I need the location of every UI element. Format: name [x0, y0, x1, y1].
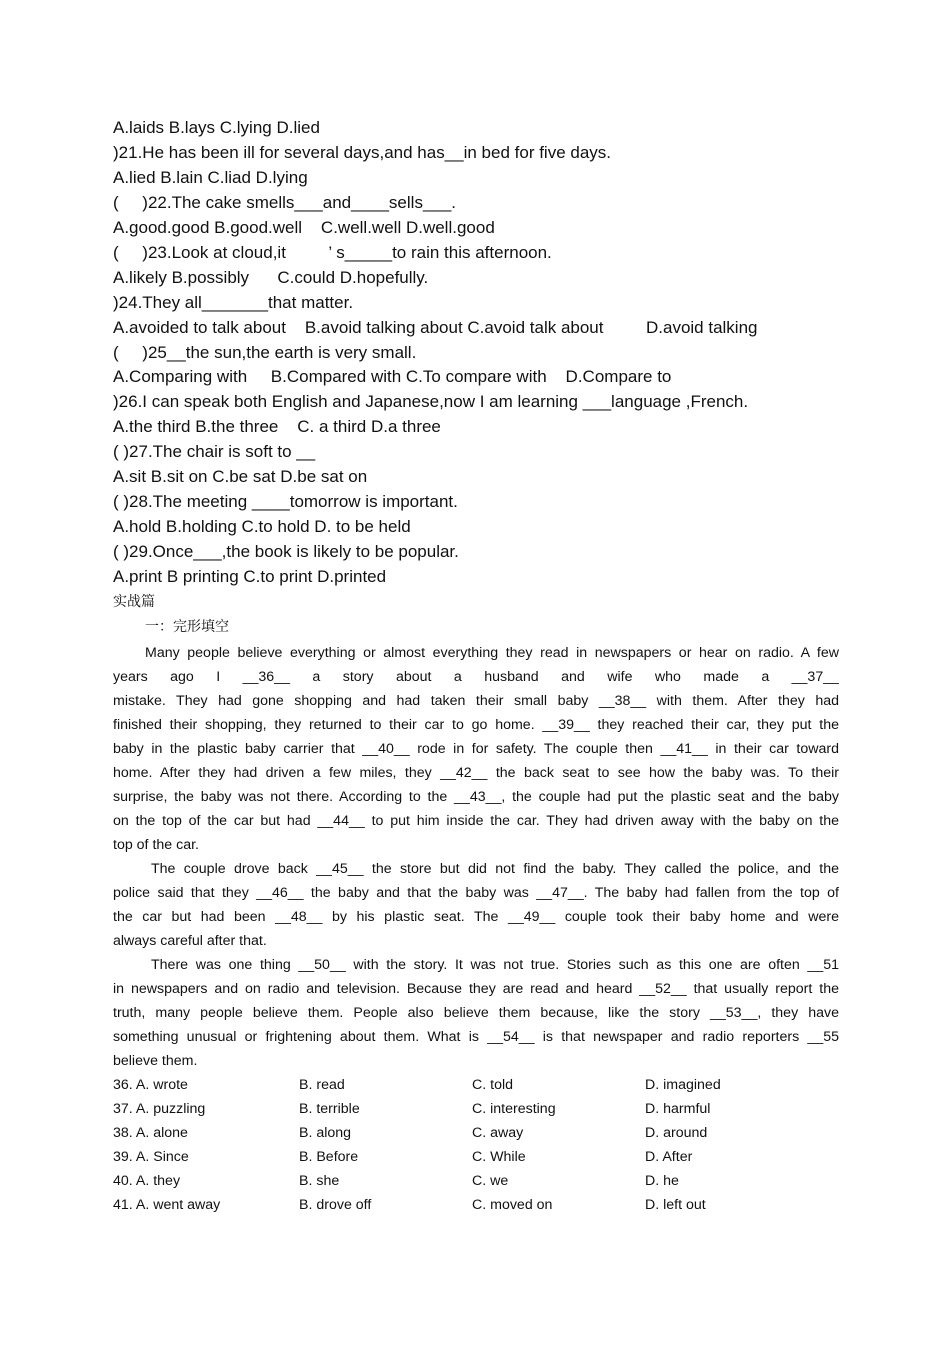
question-line: ( )22.The cake smells___and____sells___.	[113, 193, 457, 212]
question-line: A.likely B.possibly C.could D.hopefully.	[113, 268, 429, 287]
question-line: )21.He has been ill for several days,and has__in bed for five days.	[113, 143, 612, 162]
passage-line: mistake. They had gone shopping and had taken their small baby __38__ with them. After they had	[113, 693, 839, 709]
question-line: A.avoided to talk about B.avoid talking about C.avoid talk about D.avoid talking	[113, 318, 758, 337]
question-line: A.good.good B.good.well C.well.well D.well.good	[113, 218, 495, 237]
option-choice: C. we	[472, 1173, 509, 1189]
passage-line: surprise, the baby was not there. According to the __43__, the couple had put the plastic seat and the baby	[113, 789, 839, 805]
passage-line: There was one thing __50__ with the story. It was not true. Stories such as this one are often __51	[151, 957, 839, 973]
question-line: )24.They all_______that matter.	[113, 293, 354, 312]
question-line: ( )29.Once___,the book is likely to be popular.	[113, 542, 459, 561]
passage-line: home. After they had driven a few miles, they __42__ the back seat to see how the baby was. To their	[113, 765, 839, 781]
passage-line: years ago I __36__ a story about a husband and wife who made a __37__	[113, 669, 839, 685]
option-choice: D. around	[645, 1125, 708, 1141]
passage-line: on the top of the car but had __44__ to put him inside the car. They had driven away with the baby on the	[113, 813, 839, 829]
option-choice: 39. A. Since	[113, 1149, 189, 1165]
option-choice: 36. A. wrote	[113, 1077, 188, 1093]
question-line: A.the third B.the three C. a third D.a three	[113, 417, 441, 436]
option-choice: C. away	[472, 1125, 524, 1141]
question-line: A.hold B.holding C.to hold D. to be held	[113, 517, 411, 536]
passage-line: in newspapers and on radio and television. Because they are read and heard __52__ that usually report the	[113, 981, 839, 997]
cloze-passage	[113, 641, 839, 1073]
passage-line: baby in the plastic baby carrier that __40__ rode in for safety. The couple then __41__ in their car toward	[113, 741, 839, 757]
option-choice: C. told	[472, 1077, 514, 1093]
option-choice: 37. A. puzzling	[113, 1101, 206, 1117]
passage-line: believe them.	[113, 1053, 198, 1069]
passage-line: always careful after that.	[113, 933, 267, 949]
subsection-title: 一：完形填空	[145, 619, 229, 635]
passage-line: police said that they __46__ the baby and that the baby was __47__. The baby had fallen from the top of	[113, 885, 839, 901]
section-title: 实战篇	[113, 594, 155, 610]
question-line: A.sit B.sit on C.be sat D.be sat on	[113, 467, 368, 486]
passage-line: finished their shopping, they returned to their car to go home. __39__ they reached their car, they put the	[113, 717, 839, 733]
option-choice: D. he	[645, 1173, 679, 1189]
question-line: ( )28.The meeting ____tomorrow is important.	[113, 492, 458, 511]
option-choice: D. harmful	[645, 1101, 711, 1117]
question-line: A.lied B.lain C.liad D.lying	[113, 168, 308, 187]
question-line: ( )23.Look at cloud,it ’ s_____to rain this afternoon.	[113, 243, 552, 262]
option-choice: B. she	[299, 1173, 340, 1189]
passage-line: the car but had been __48__ by his plastic seat. The __49__ couple took their baby home and were	[113, 909, 839, 925]
question-line: A.Comparing with B.Compared with C.To compare with D.Compare to	[113, 367, 672, 386]
option-choice: C. moved on	[472, 1197, 553, 1213]
option-choice: B. read	[299, 1077, 345, 1093]
option-choice: 40. A. they	[113, 1173, 181, 1189]
question-line: A.laids B.lays C.lying D.lied	[113, 118, 320, 137]
question-line: ( )25__the sun,the earth is very small.	[113, 343, 417, 362]
option-choice: 38. A. alone	[113, 1125, 188, 1141]
option-choice: C. interesting	[472, 1101, 556, 1117]
option-choice: D. left out	[645, 1197, 706, 1213]
option-choice: B. Before	[299, 1149, 359, 1165]
option-choice: D. imagined	[645, 1077, 721, 1093]
question-line: A.print B printing C.to print D.printed	[113, 567, 387, 586]
option-choice: C. While	[472, 1149, 526, 1165]
option-choice: 41. A. went away	[113, 1197, 221, 1213]
question-line: )26.I can speak both English and Japanese,now I am learning ___language ,French.	[113, 392, 749, 411]
passage-line: Many people believe everything or almost everything they read in newspapers or hear on radio. A few	[145, 645, 839, 661]
passage-line: truth, many people believe them. People also believe them because, like the story __53__, they have	[113, 1005, 839, 1021]
passage-line: The couple drove back __45__ the store but did not find the baby. They called the police, and the	[151, 861, 839, 877]
question-line: ( )27.The chair is soft to __	[113, 442, 316, 461]
option-choice: B. along	[299, 1125, 352, 1141]
passage-line: something unusual or frightening about them. What is __54__ is that newspaper and radio reporters __55	[113, 1029, 839, 1045]
passage-line: top of the car.	[113, 837, 199, 853]
option-choice: B. drove off	[299, 1197, 372, 1213]
option-choice: B. terrible	[299, 1101, 360, 1117]
option-choice: D. After	[645, 1149, 693, 1165]
